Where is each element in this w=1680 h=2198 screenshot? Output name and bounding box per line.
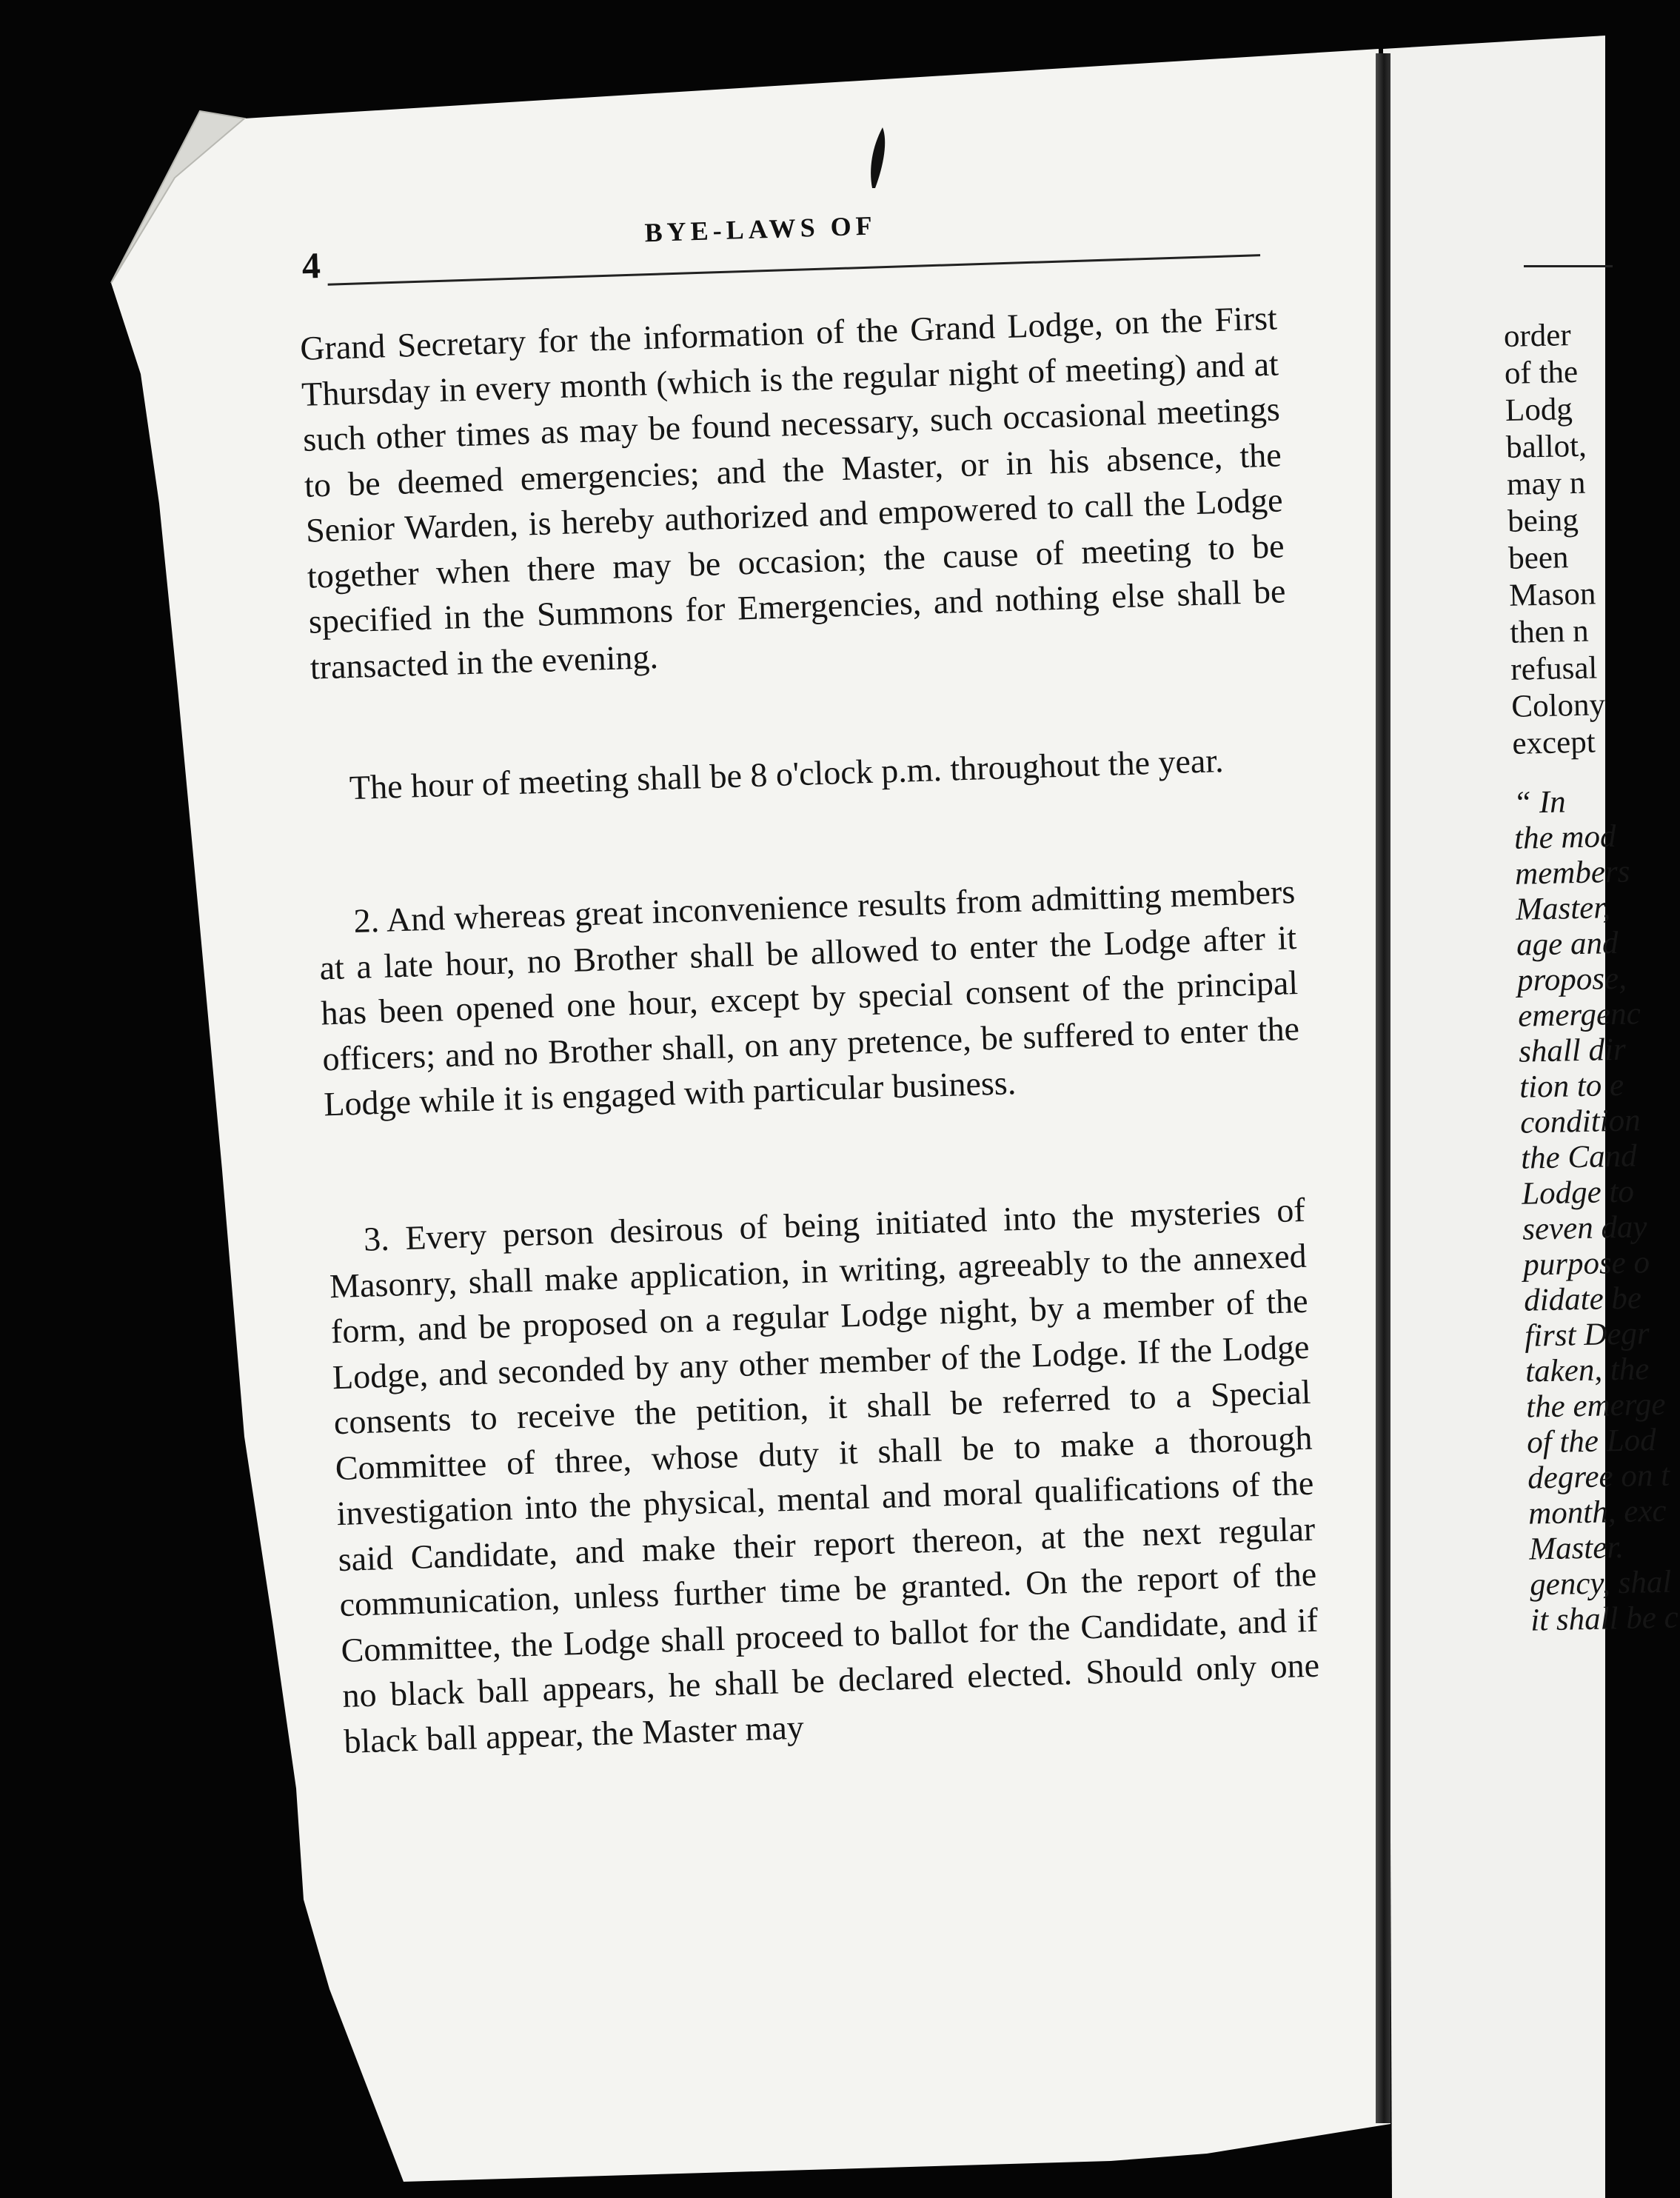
- left-page: [296, 191, 1351, 1999]
- fragment-line: Lodg: [1505, 392, 1573, 428]
- fragment-italic-line: Lodge to: [1521, 1174, 1635, 1212]
- fragment-line: ballot,: [1505, 428, 1587, 465]
- fragment-italic-line: degree on t: [1527, 1457, 1670, 1496]
- running-head: BYE-LAWS OF: [644, 210, 877, 248]
- fragment-italic-line: propose,: [1516, 961, 1627, 998]
- fragment-italic-line: Master,: [1515, 890, 1611, 927]
- fragment-italic-line: it shall be c: [1530, 1600, 1679, 1638]
- fragment-italic-line: the emerge: [1525, 1386, 1666, 1425]
- fragment-italic-line: shall dir: [1518, 1032, 1627, 1069]
- fragment-italic-line: first Degr: [1524, 1316, 1650, 1354]
- fragment-italic-line: seven day: [1522, 1209, 1647, 1247]
- fragment-line: of the: [1504, 354, 1579, 391]
- fragment-line: except: [1511, 724, 1596, 761]
- fragment-line: being: [1507, 502, 1579, 539]
- fragment-italic-line: Master.: [1528, 1529, 1624, 1567]
- right-page-fragment: [1503, 301, 1679, 1710]
- fragment-italic-line: the mod: [1513, 818, 1616, 856]
- fragment-italic-line: gency, shal: [1529, 1564, 1672, 1603]
- paragraph-grand-secretary: Grand Secretary for the information of the Grand Lodge, on the First Thursday in every month (which is the regular night of meeting) and at such other times as may be found necessary, such occasional meetings to be deemed emergencies; and the Master, or in his absence, the Senior Warden, is hereby authorized and empowered to call the Lodge together when there may be occasion; the cause of meeting to be specified in the Summons for Emergencies, and nothing else shall be transacted in the evening.: [299, 298, 1287, 687]
- fragment-line: then n: [1509, 613, 1590, 650]
- fragment-italic-line: month, exc: [1527, 1493, 1667, 1531]
- paragraph-rule-2-late-admission: 2. And whereas great inconvenience results from admitting members at a late hour, no Brother shall be allowed to enter the Lodge after it has been opened one hour, except by special consent of the principal officers; and no Brother shall, on any pretence, be suffered to enter the Lodge while it is engaged with particular business.: [318, 872, 1300, 1123]
- fragment-italic-line: purpose o: [1522, 1245, 1650, 1283]
- ornament-mark: [866, 124, 888, 193]
- fragment-line: Colony: [1510, 687, 1606, 724]
- fragment-line: Mason: [1508, 576, 1596, 613]
- fragment-italic-line: of the Lod: [1526, 1423, 1657, 1460]
- fragment-italic-line: the Cand: [1520, 1138, 1638, 1176]
- fragment-italic-line: emergenc: [1517, 996, 1641, 1034]
- fragment-italic-line: age and: [1516, 925, 1619, 963]
- fragment-line: refusal: [1510, 650, 1598, 687]
- paragraph-hour-of-meeting: The hour of meeting shall be 8 o'clock p.m. throughout the year.: [349, 741, 1225, 807]
- fragment-italic-line: didate be: [1523, 1280, 1642, 1318]
- fragment-italic-line: tion to e: [1519, 1067, 1624, 1105]
- header-rule: [328, 254, 1260, 286]
- fragment-line: may n: [1506, 465, 1586, 502]
- paragraph-rule-3-initiation: 3. Every person desirous of being initiated into the mysteries of Masonry, shall make application, in writing, agreeably to the annexed form, and be proposed on a regular Lodge night, by a member of the Lodge, and seconded by any other member of the Lodge. If the Lodge consents to receive the petition, it shall be referred to a Special Committee of three, whose duty it shall be to make a thorough investigation into the physical, mental and moral qualifications of the said Candidate, and make their report thereon, at the next regular communication, unless further time be granted. On the report of the Committee, the Lodge shall proceed to ballot for the Candidate, and if no black ball appears, he shall be declared elected. Should only one black ball appear, the Master may: [329, 1190, 1320, 1760]
- fragment-italic-line: condition: [1519, 1103, 1641, 1140]
- page-number: 4: [301, 244, 321, 287]
- fragment-italic-line: “ In: [1513, 784, 1567, 821]
- right-page-header-rule: [1524, 265, 1613, 267]
- book-spine: [1376, 53, 1390, 2123]
- fragment-italic-line: taken, the: [1525, 1352, 1650, 1389]
- fragment-line: been: [1507, 540, 1569, 576]
- fragment-italic-line: members: [1514, 854, 1630, 892]
- fragment-line: order: [1503, 318, 1572, 354]
